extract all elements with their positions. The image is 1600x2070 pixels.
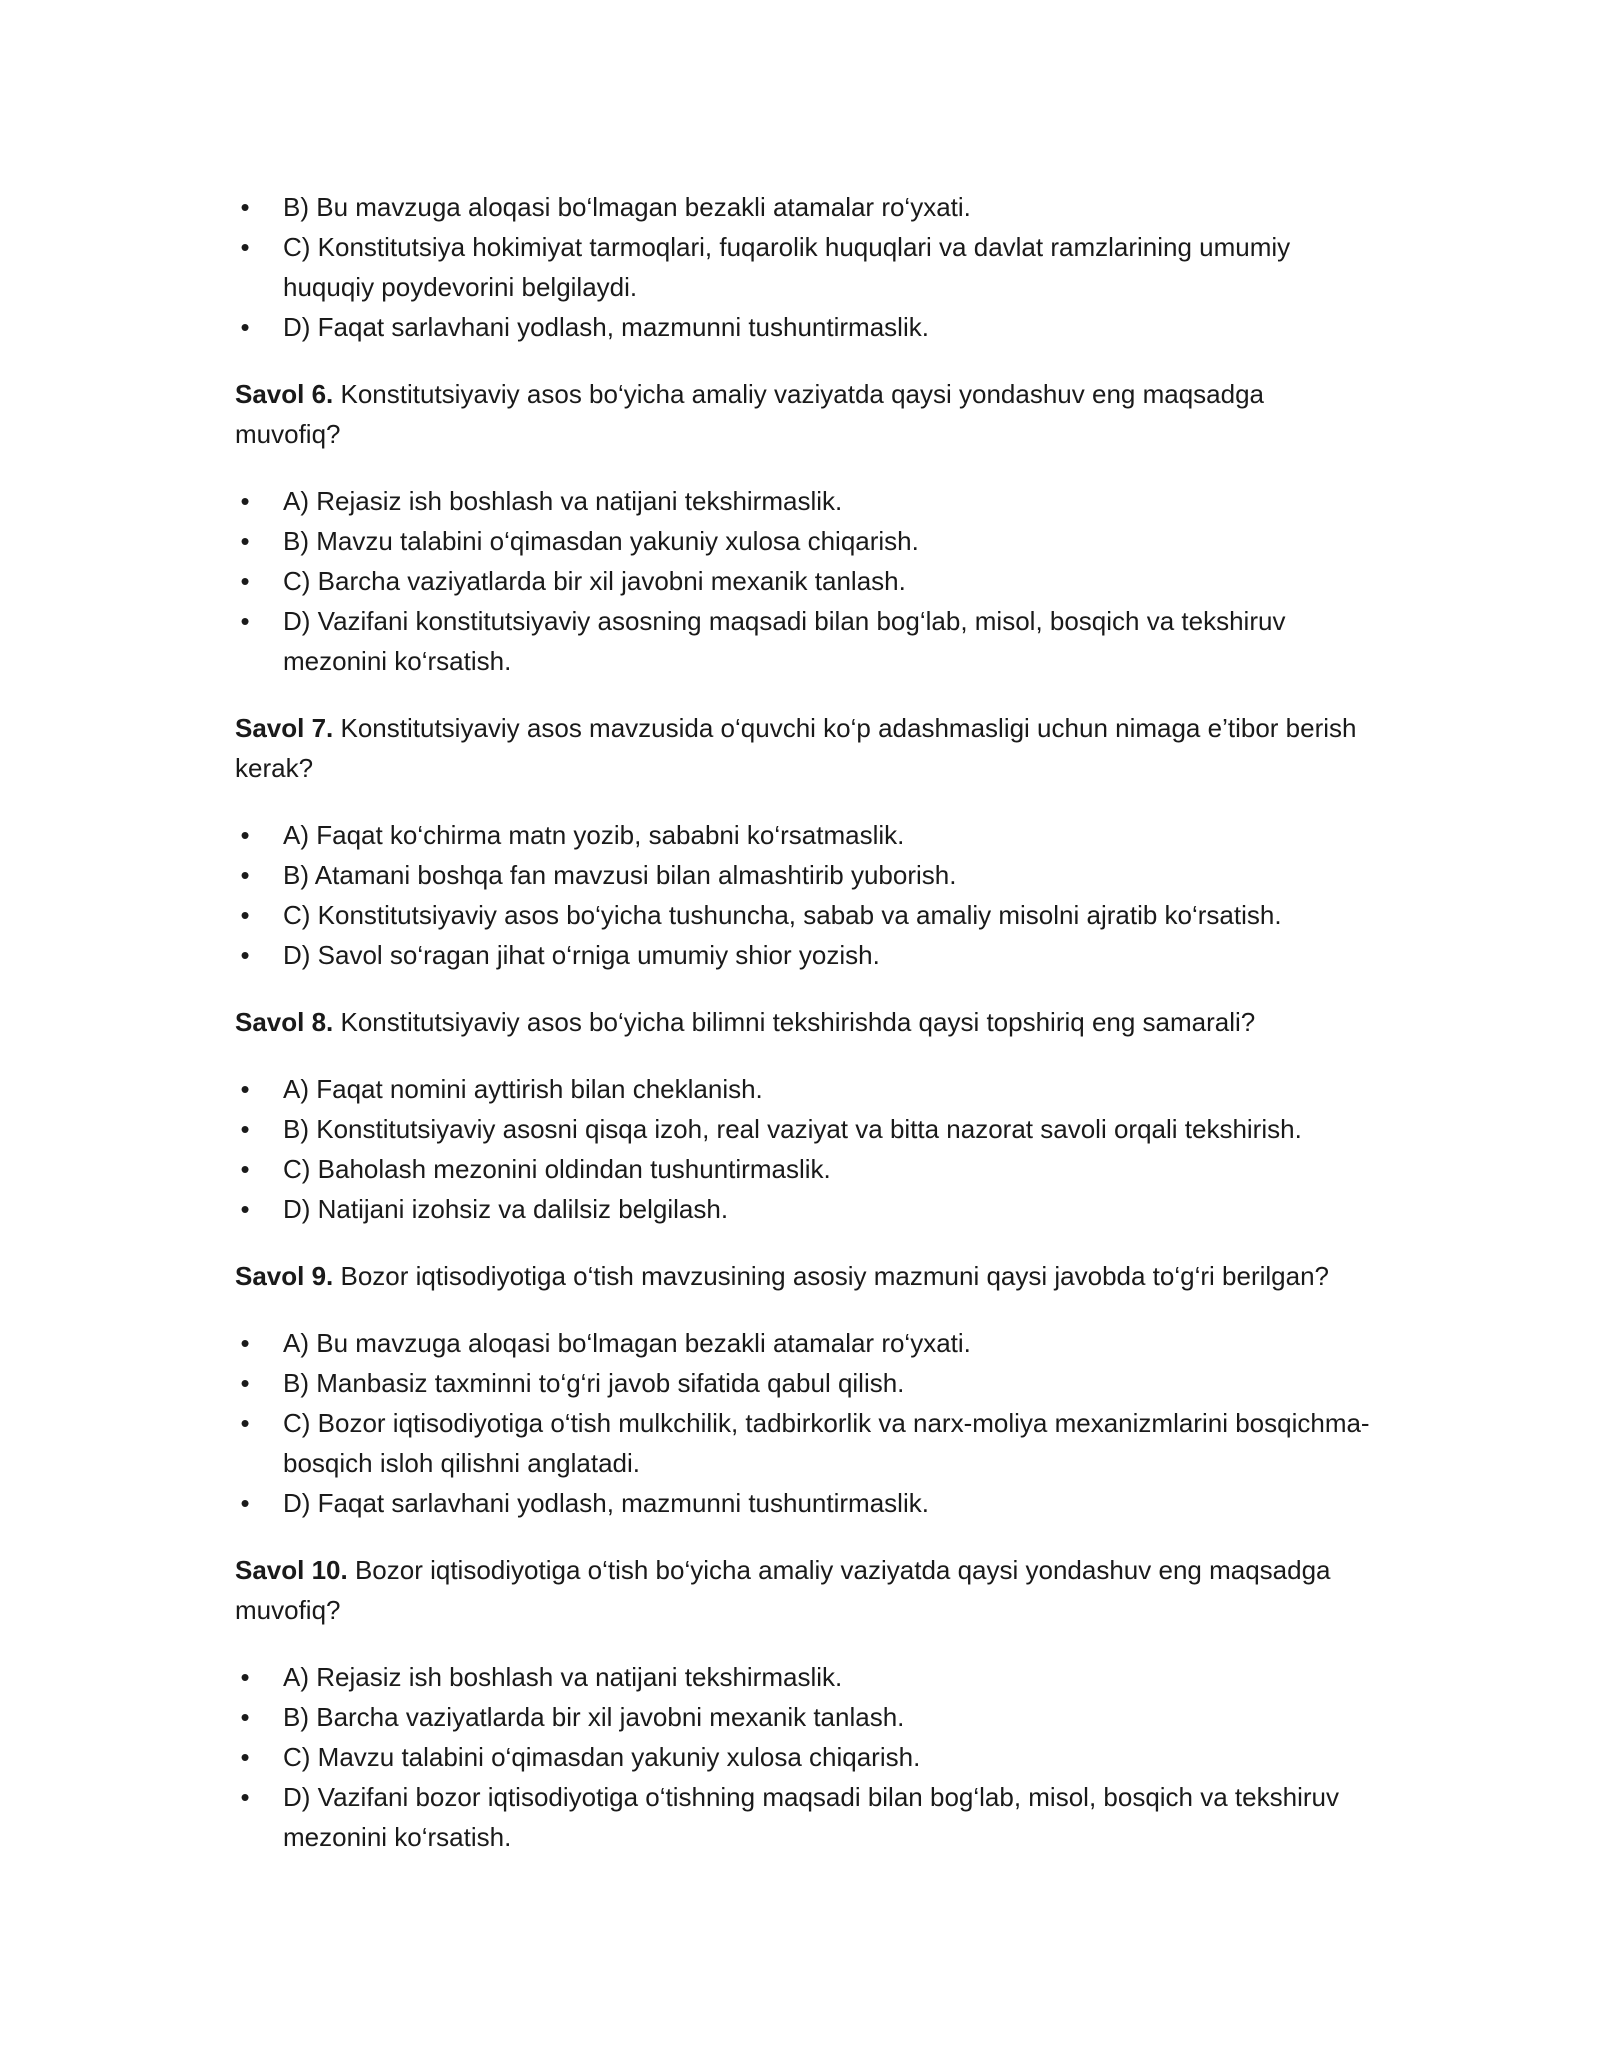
question-7-options (235, 815, 1370, 975)
list-item (235, 1149, 1370, 1189)
option-text: C) Konstitutsiyaviy asos bo‘yicha tushuncha, sabab va amaliy misolni ajratib ko‘rsatish. (283, 900, 1282, 930)
bullet-icon: • (240, 820, 250, 850)
option-text: B) Bu mavzuga aloqasi bo‘lmagan bezakli atamalar ro‘yxati. (283, 192, 971, 222)
bullet-icon: • (240, 940, 250, 970)
bullet-icon: • (240, 1114, 250, 1144)
option-text: D) Vazifani bozor iqtisodiyotiga o‘tishning maqsadi bilan bog‘lab, misol, bosqich va tekshiruv mezonini ko‘rsatish. (283, 1782, 1339, 1852)
option-text: A) Rejasiz ish boshlash va natijani tekshirmaslik. (283, 486, 843, 516)
question-7 (235, 708, 1370, 788)
question-label: Savol 8. (235, 1007, 334, 1037)
option-text: B) Mavzu talabini o‘qimasdan yakuniy xulosa chiqarish. (283, 526, 919, 556)
list-item (235, 1323, 1370, 1363)
list-item (235, 935, 1370, 975)
question-8-options (235, 1069, 1370, 1229)
question-text: Konstitutsiyaviy asos bo‘yicha bilimni tekshirishda qaysi topshiriq eng samarali? (333, 1007, 1256, 1037)
list-item (235, 561, 1370, 601)
document-page (235, 187, 1370, 1857)
list-item (235, 855, 1370, 895)
list-item (235, 1737, 1370, 1777)
list-item (235, 1189, 1370, 1229)
list-item (235, 1777, 1370, 1857)
bullet-icon: • (240, 1154, 250, 1184)
option-text: B) Manbasiz taxminni to‘g‘ri javob sifatida qabul qilish. (283, 1368, 905, 1398)
list-item (235, 601, 1370, 681)
list-item (235, 1403, 1370, 1483)
bullet-icon: • (240, 606, 250, 636)
question-label: Savol 10. (235, 1555, 348, 1585)
bullet-icon: • (240, 1408, 250, 1438)
option-text: B) Atamani boshqa fan mavzusi bilan almashtirib yuborish. (283, 860, 957, 890)
bullet-icon: • (240, 486, 250, 516)
option-text: B) Barcha vaziyatlarda bir xil javobni mexanik tanlash. (283, 1702, 905, 1732)
bullet-icon: • (240, 1742, 250, 1772)
option-text: D) Faqat sarlavhani yodlash, mazmunni tushuntirmaslik. (283, 312, 929, 342)
question-6-options (235, 481, 1370, 681)
list-item (235, 1363, 1370, 1403)
list-item (235, 1697, 1370, 1737)
list-item (235, 1069, 1370, 1109)
bullet-icon: • (240, 900, 250, 930)
bullet-icon: • (240, 1702, 250, 1732)
question-6 (235, 374, 1370, 454)
list-item (235, 187, 1370, 227)
list-item (235, 895, 1370, 935)
list-item (235, 521, 1370, 561)
option-text: B) Konstitutsiyaviy asosni qisqa izoh, real vaziyat va bitta nazorat savoli orqali tekshirish. (283, 1114, 1302, 1144)
bullet-icon: • (240, 1488, 250, 1518)
bullet-icon: • (240, 1368, 250, 1398)
bullet-icon: • (240, 232, 250, 262)
question-10 (235, 1550, 1370, 1630)
bullet-icon: • (240, 526, 250, 556)
bullet-icon: • (240, 312, 250, 342)
option-text: D) Faqat sarlavhani yodlash, mazmunni tushuntirmaslik. (283, 1488, 929, 1518)
option-text: C) Mavzu talabini o‘qimasdan yakuniy xulosa chiqarish. (283, 1742, 921, 1772)
question-text: Konstitutsiyaviy asos bo‘yicha amaliy vaziyatda qaysi yondashuv eng maqsadga muvofiq? (235, 379, 1265, 449)
option-text: C) Baholash mezonini oldindan tushuntirmaslik. (283, 1154, 831, 1184)
list-item (235, 1657, 1370, 1697)
option-text: C) Barcha vaziyatlarda bir xil javobni mexanik tanlash. (283, 566, 906, 596)
question-label: Savol 7. (235, 713, 334, 743)
carryover-options (235, 187, 1370, 347)
option-text: A) Bu mavzuga aloqasi bo‘lmagan bezakli atamalar ro‘yxati. (283, 1328, 971, 1358)
bullet-icon: • (240, 1782, 250, 1812)
bullet-icon: • (240, 1328, 250, 1358)
list-item (235, 815, 1370, 855)
list-item (235, 1109, 1370, 1149)
question-10-options (235, 1657, 1370, 1857)
list-item (235, 307, 1370, 347)
bullet-icon: • (240, 192, 250, 222)
bullet-icon: • (240, 1194, 250, 1224)
option-text: A) Rejasiz ish boshlash va natijani tekshirmaslik. (283, 1662, 843, 1692)
list-item (235, 481, 1370, 521)
question-text: Bozor iqtisodiyotiga o‘tish bo‘yicha amaliy vaziyatda qaysi yondashuv eng maqsadga muvofiq? (235, 1555, 1331, 1625)
question-text: Bozor iqtisodiyotiga o‘tish mavzusining asosiy mazmuni qaysi javobda to‘g‘ri berilgan? (333, 1261, 1329, 1291)
bullet-icon: • (240, 1074, 250, 1104)
question-text: Konstitutsiyaviy asos mavzusida o‘quvchi ko‘p adashmasligi uchun nimaga e’tibor berish kerak? (235, 713, 1357, 783)
bullet-icon: • (240, 860, 250, 890)
option-text: D) Vazifani konstitutsiyaviy asosning maqsadi bilan bog‘lab, misol, bosqich va tekshiruv mezonini ko‘rsatish. (283, 606, 1286, 676)
list-item (235, 1483, 1370, 1523)
option-text: D) Natijani izohsiz va dalilsiz belgilash. (283, 1194, 729, 1224)
question-label: Savol 6. (235, 379, 334, 409)
option-text: D) Savol so‘ragan jihat o‘rniga umumiy shior yozish. (283, 940, 880, 970)
question-9-options (235, 1323, 1370, 1523)
bullet-icon: • (240, 566, 250, 596)
bullet-icon: • (240, 1662, 250, 1692)
option-text: C) Bozor iqtisodiyotiga o‘tish mulkchilik, tadbirkorlik va narx-moliya mexanizmlarini bosqichma-bosqich isloh qilishni anglatadi. (283, 1408, 1370, 1478)
list-item (235, 227, 1370, 307)
question-label: Savol 9. (235, 1261, 334, 1291)
option-text: C) Konstitutsiya hokimiyat tarmoqlari, fuqarolik huquqlari va davlat ramzlarining umumiy huquqiy poydevorini belgilaydi. (283, 232, 1291, 302)
question-9 (235, 1256, 1370, 1296)
option-text: A) Faqat nomini ayttirish bilan cheklanish. (283, 1074, 763, 1104)
question-8 (235, 1002, 1370, 1042)
option-text: A) Faqat ko‘chirma matn yozib, sababni ko‘rsatmaslik. (283, 820, 905, 850)
